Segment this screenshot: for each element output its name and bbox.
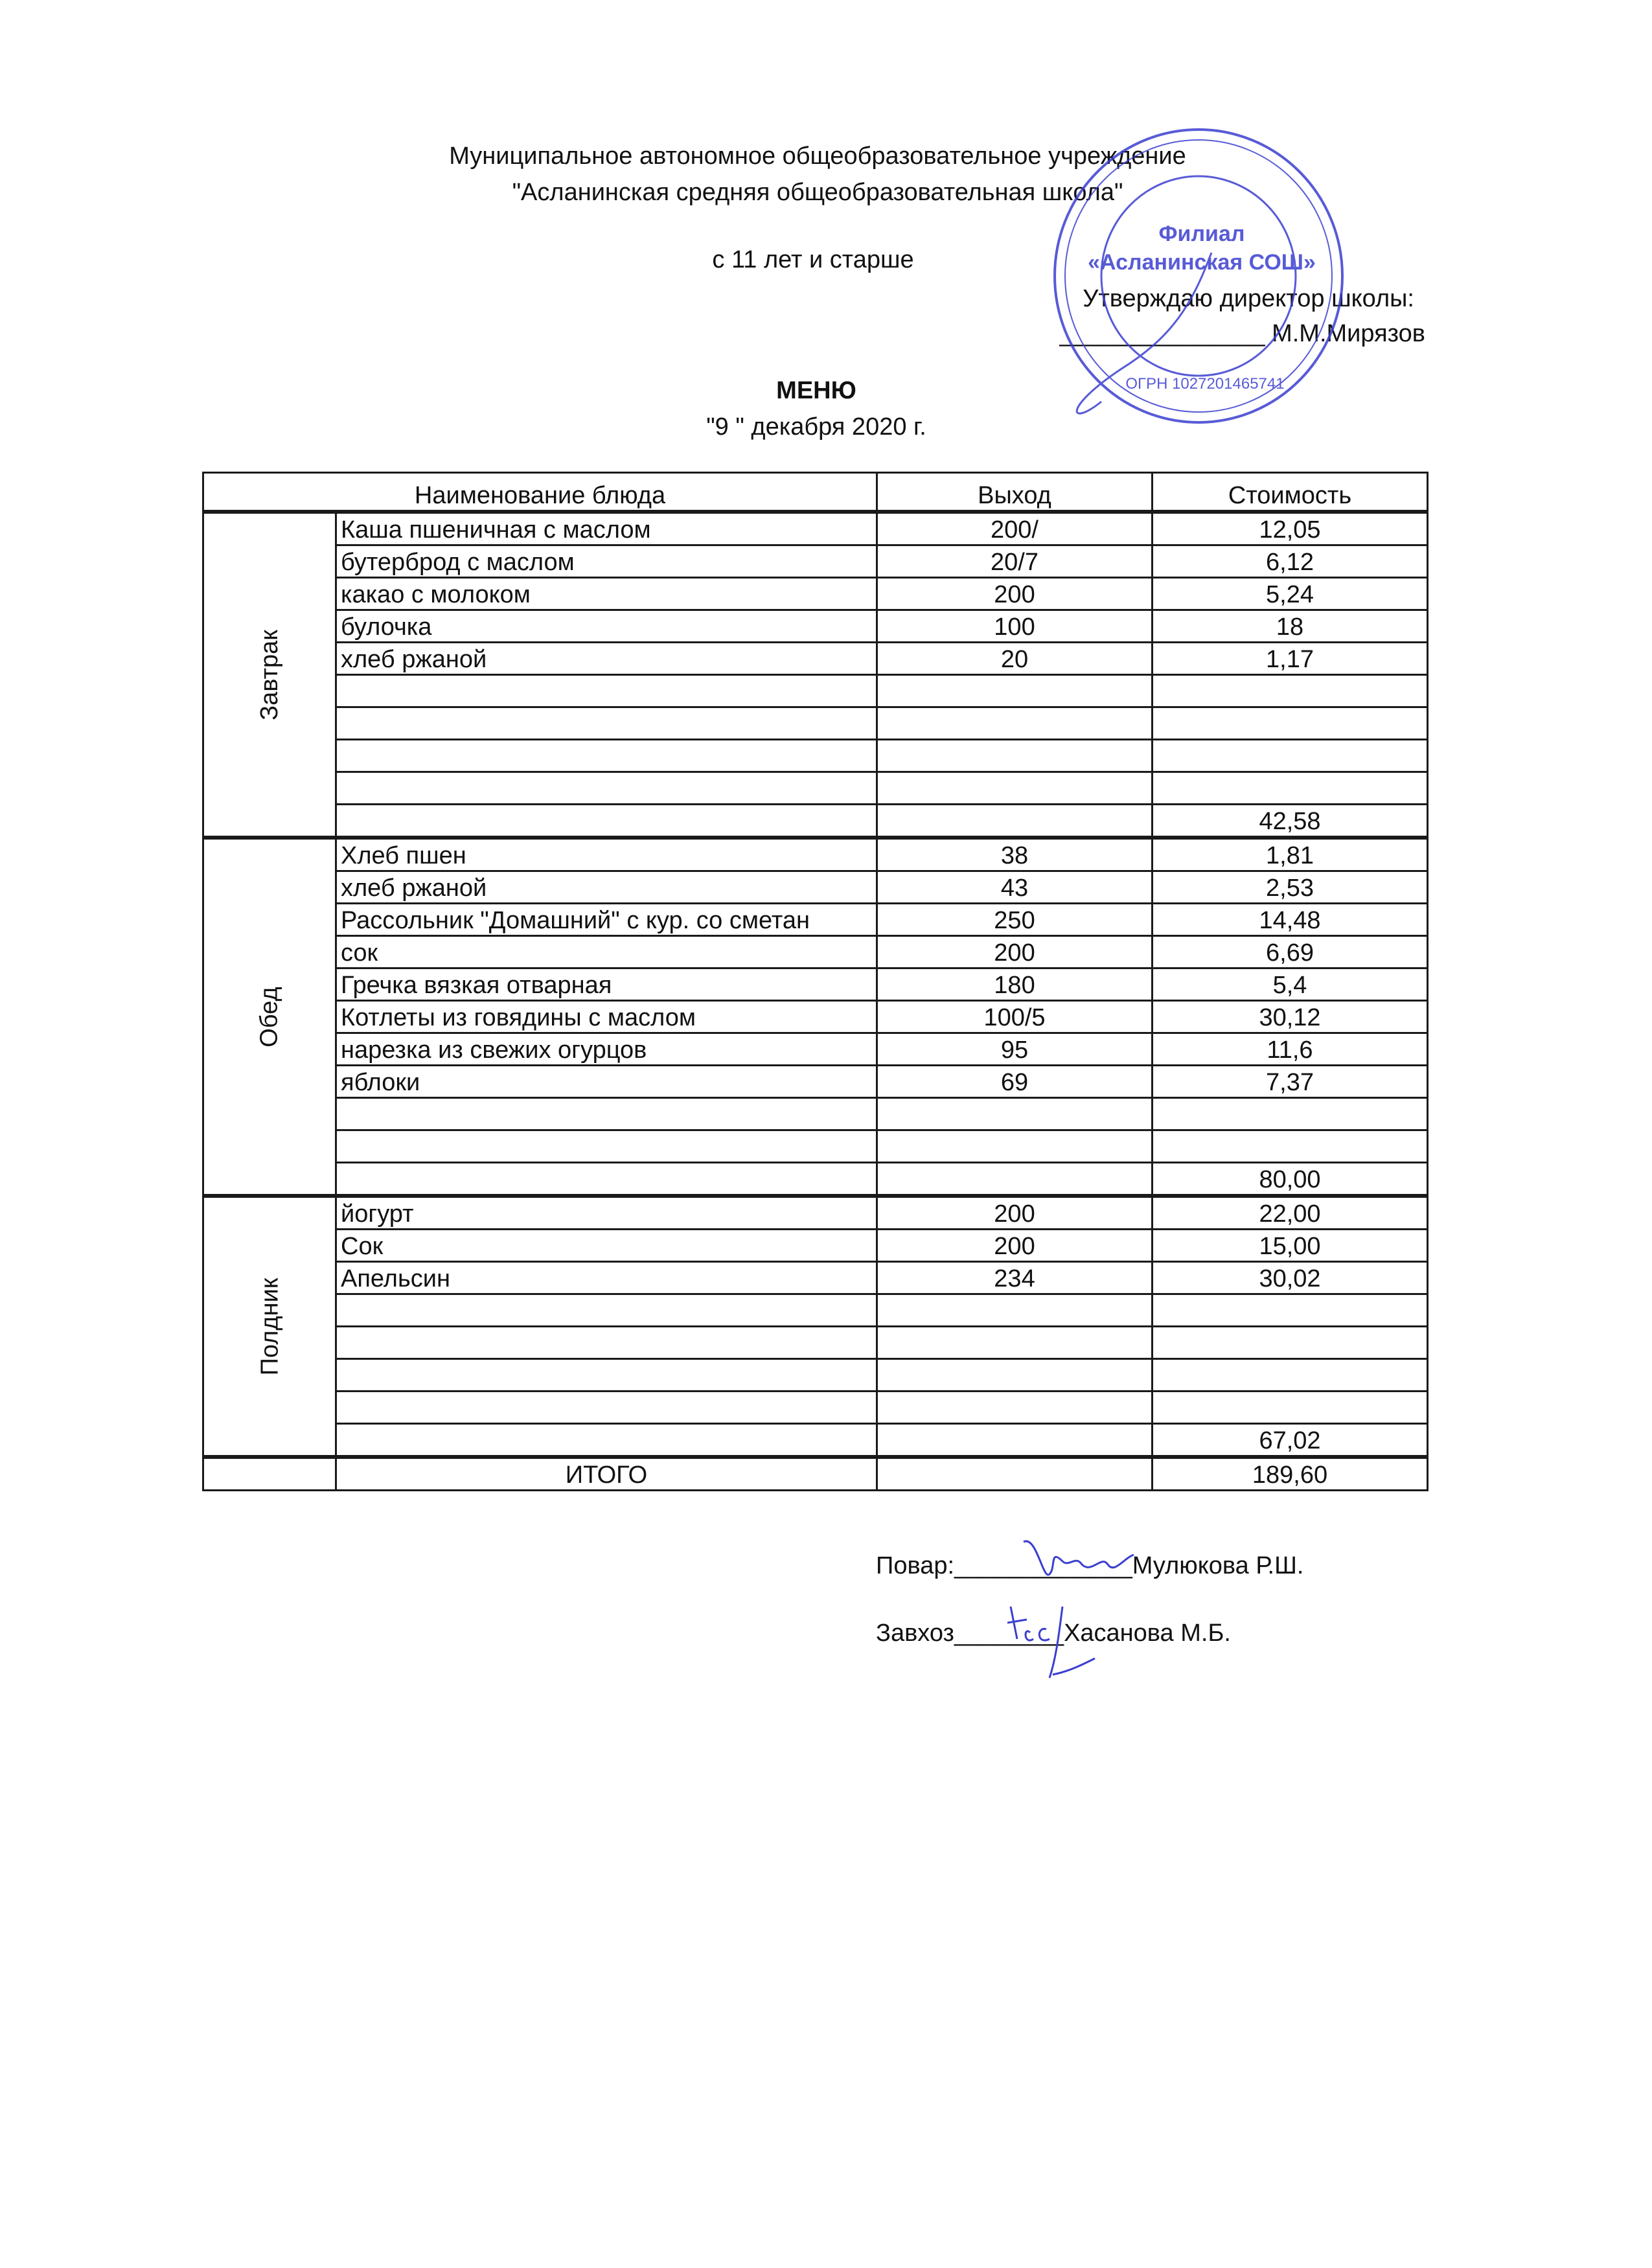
dish-cost: 2,53	[1153, 871, 1428, 904]
empty-cell	[336, 1424, 877, 1458]
svg-text:«Асланинская СОШ»: «Асланинская СОШ»	[1088, 250, 1316, 275]
dish-output: 200	[877, 578, 1153, 610]
dish-name: хлеб ржаной	[336, 871, 877, 904]
dish-cost	[1153, 1130, 1428, 1163]
dish-output	[877, 707, 1153, 740]
dish-name	[336, 1392, 877, 1424]
svg-text:Филиал: Филиал	[1158, 222, 1245, 246]
dish-output: 20/7	[877, 545, 1153, 578]
dish-name	[336, 772, 877, 805]
dish-cost	[1153, 1294, 1428, 1327]
dish-name: Рассольник "Домашний" с кур. со сметан	[336, 904, 877, 936]
subtotal-row	[203, 1424, 1428, 1458]
dish-name: сок	[336, 936, 877, 968]
page-title: МЕНЮ	[776, 377, 856, 404]
dish-output	[877, 1098, 1153, 1130]
meal-section-label	[203, 512, 336, 838]
dish-output: 69	[877, 1066, 1153, 1098]
dish-cost: 18	[1153, 610, 1428, 643]
dish-cost	[1153, 707, 1428, 740]
cook-name: Мулюкова Р.Ш.	[1132, 1552, 1304, 1579]
org-name-line2: "Асланинская средняя общеобразовательная школа"	[512, 179, 1123, 206]
cook-signature-line: _____________	[954, 1552, 1132, 1579]
table-row	[203, 545, 1428, 578]
meal-section-label	[203, 838, 336, 1196]
dish-cost	[1153, 772, 1428, 805]
empty-cell	[203, 1457, 336, 1491]
cook-handwritten-signature	[1011, 1529, 1140, 1600]
table-row	[203, 871, 1428, 904]
manager-label: Завхоз	[876, 1620, 954, 1647]
dish-output: 250	[877, 904, 1153, 936]
dish-name: хлеб ржаной	[336, 643, 877, 675]
dish-output	[877, 1392, 1153, 1424]
subtotal-row	[203, 1163, 1428, 1197]
dish-name	[336, 1098, 877, 1130]
dish-output	[877, 1130, 1153, 1163]
dish-name: Котлеты из говядины с маслом	[336, 1001, 877, 1033]
subtotal-row	[203, 805, 1428, 838]
dish-output	[877, 1294, 1153, 1327]
table-row	[203, 1230, 1428, 1262]
meal-section-name: Завтрак	[256, 629, 283, 720]
dish-output	[877, 772, 1153, 805]
dish-name: Гречка вязкая отварная	[336, 968, 877, 1001]
dish-name: Каша пшеничная с маслом	[336, 512, 877, 545]
org-name-line1: Муниципальное автономное общеобразовательное учреждение	[449, 143, 1186, 170]
dish-cost: 11,6	[1153, 1033, 1428, 1066]
menu-date: "9 " декабря 2020 г.	[706, 413, 926, 441]
dish-name: Хлеб пшен	[336, 838, 877, 871]
table-row	[203, 968, 1428, 1001]
dish-name: нарезка из свежих огурцов	[336, 1033, 877, 1066]
column-header-cost: Стоимость	[1153, 473, 1428, 512]
table-row	[203, 1001, 1428, 1033]
table-row	[203, 1033, 1428, 1066]
empty-cell	[877, 1457, 1153, 1491]
dish-cost	[1153, 1327, 1428, 1359]
dish-output: 200	[877, 1230, 1153, 1262]
column-header-output: Выход	[877, 473, 1153, 512]
table-row	[203, 512, 1428, 545]
dish-cost: 12,05	[1153, 512, 1428, 545]
table-row	[203, 643, 1428, 675]
table-row	[203, 740, 1428, 772]
dish-name: какао с молоком	[336, 578, 877, 610]
dish-output: 234	[877, 1262, 1153, 1294]
dish-output: 180	[877, 968, 1153, 1001]
total-value: 189,60	[1153, 1457, 1428, 1491]
dish-output	[877, 1359, 1153, 1392]
dish-name	[336, 1359, 877, 1392]
dish-output: 95	[877, 1033, 1153, 1066]
empty-cell	[336, 1163, 877, 1197]
manager-signature-line: ________	[954, 1620, 1064, 1647]
empty-cell	[877, 1424, 1153, 1458]
section-subtotal: 67,02	[1153, 1424, 1428, 1458]
dish-cost: 30,12	[1153, 1001, 1428, 1033]
dish-name: Апельсин	[336, 1262, 877, 1294]
age-group: с 11 лет и старше	[712, 246, 914, 273]
table-row	[203, 1196, 1428, 1230]
dish-cost: 7,37	[1153, 1066, 1428, 1098]
dish-cost: 15,00	[1153, 1230, 1428, 1262]
approve-label: Утверждаю директор школы:	[1083, 285, 1414, 312]
table-row	[203, 1294, 1428, 1327]
dish-cost: 5,4	[1153, 968, 1428, 1001]
dish-output: 20	[877, 643, 1153, 675]
dish-output: 200/	[877, 512, 1153, 545]
dish-name	[336, 1294, 877, 1327]
dish-name: бутерброд с маслом	[336, 545, 877, 578]
director-signature-line: _______________ М.М.Мирязов	[1059, 320, 1425, 347]
dish-cost	[1153, 675, 1428, 707]
empty-cell	[877, 1163, 1153, 1197]
empty-cell	[877, 805, 1153, 838]
dish-cost	[1153, 1359, 1428, 1392]
dish-output	[877, 675, 1153, 707]
table-header-row	[203, 473, 1428, 512]
meal-section-label	[203, 1196, 336, 1457]
dish-cost: 6,12	[1153, 545, 1428, 578]
svg-text:ОГРН 1027201465741: ОГРН 1027201465741	[1125, 375, 1285, 393]
menu-table	[202, 472, 1428, 1491]
dish-output: 43	[877, 871, 1153, 904]
meal-section-name: Полдник	[255, 1277, 283, 1375]
table-row	[203, 1392, 1428, 1424]
dish-output	[877, 740, 1153, 772]
table-row	[203, 838, 1428, 871]
dish-name	[336, 740, 877, 772]
dish-cost	[1153, 1392, 1428, 1424]
empty-cell	[336, 805, 877, 838]
table-row	[203, 904, 1428, 936]
table-row	[203, 1066, 1428, 1098]
table-row	[203, 1262, 1428, 1294]
dish-cost	[1153, 1098, 1428, 1130]
table-row	[203, 1327, 1428, 1359]
table-row	[203, 772, 1428, 805]
meal-section-name: Обед	[256, 986, 283, 1048]
total-label: ИТОГО	[336, 1457, 877, 1491]
dish-cost: 5,24	[1153, 578, 1428, 610]
dish-output: 100	[877, 610, 1153, 643]
dish-name: йогурт	[336, 1196, 877, 1230]
official-stamp	[1043, 123, 1354, 434]
dish-output: 38	[877, 838, 1153, 871]
table-row	[203, 578, 1428, 610]
dish-cost: 30,02	[1153, 1262, 1428, 1294]
dish-output: 200	[877, 936, 1153, 968]
dish-name: Сок	[336, 1230, 877, 1262]
manager-name: Хасанова М.Б.	[1064, 1620, 1231, 1647]
dish-output	[877, 1327, 1153, 1359]
section-subtotal: 42,58	[1153, 805, 1428, 838]
dish-cost	[1153, 740, 1428, 772]
dish-name	[336, 1327, 877, 1359]
dish-name: яблоки	[336, 1066, 877, 1098]
dish-name	[336, 675, 877, 707]
section-subtotal: 80,00	[1153, 1163, 1428, 1197]
dish-cost: 6,69	[1153, 936, 1428, 968]
dish-output: 100/5	[877, 1001, 1153, 1033]
dish-output: 200	[877, 1196, 1153, 1230]
dish-cost: 14,48	[1153, 904, 1428, 936]
dish-cost: 1,81	[1153, 838, 1428, 871]
table-row	[203, 707, 1428, 740]
table-row	[203, 610, 1428, 643]
cook-label: Повар:	[876, 1552, 955, 1579]
manager-handwritten-signature	[998, 1594, 1114, 1684]
column-header-dish: Наименование блюда	[203, 473, 877, 512]
table-row	[203, 1130, 1428, 1163]
dish-name	[336, 707, 877, 740]
dish-name: булочка	[336, 610, 877, 643]
table-row	[203, 1098, 1428, 1130]
table-row	[203, 936, 1428, 968]
table-row	[203, 1359, 1428, 1392]
dish-name	[336, 1130, 877, 1163]
total-row	[203, 1457, 1428, 1491]
dish-cost: 22,00	[1153, 1196, 1428, 1230]
table-row	[203, 675, 1428, 707]
dish-cost: 1,17	[1153, 643, 1428, 675]
